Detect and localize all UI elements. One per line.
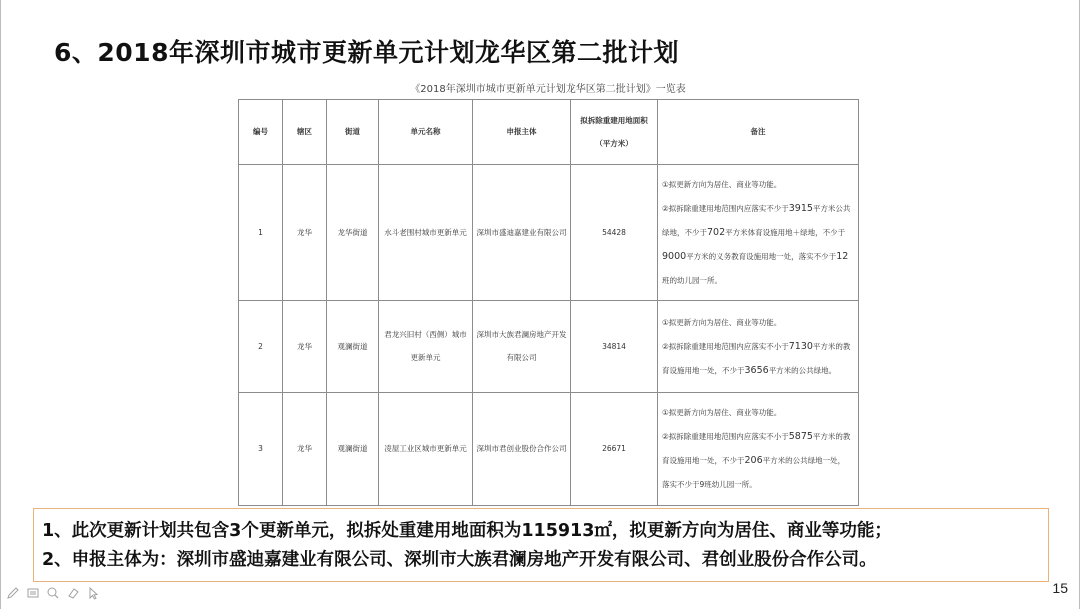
remark-line: ①拟更新方向为居住、商业等功能。 (662, 408, 782, 417)
header-no: 编号 (239, 100, 283, 165)
cell-unit-name: 凌屋工业区城市更新单元 (379, 393, 473, 506)
remark-line: 班的幼儿园一所。 (662, 275, 722, 285)
remark-line: ②拟拆除重建用地范围内应落实不小于7130平方米的教 (662, 340, 851, 352)
cell-no: 3 (239, 393, 283, 506)
remark-line: ②拟拆除重建用地范围内应落实不少于3915平方米公共 (662, 202, 851, 214)
cell-unit-name: 水斗老围村城市更新单元 (379, 165, 473, 301)
cell-applicant: 深圳市大族君澜房地产开发 有限公司 (473, 301, 571, 393)
cell-applicant: 深圳市盛迪嘉建业有限公司 (473, 165, 571, 301)
cell-street: 龙华街道 (327, 165, 379, 301)
table-row (239, 301, 859, 393)
cell-applicant: 深圳市君创业股份合作公司 (473, 393, 571, 506)
header-area-line1: 拟拆除重建用地面积 (580, 115, 648, 125)
cell-district: 龙华 (283, 165, 327, 301)
remark-line: ②拟拆除重建用地范围内应落实不小于5875平方米的教 (662, 431, 851, 442)
slide-left-border (0, 0, 1, 609)
cell-area: 26671 (571, 393, 658, 506)
table-row (239, 165, 859, 301)
summary-line-2: 2、申报主体为：深圳市盛迪嘉建业有限公司、深圳市大族君澜房地产开发有限公司、君创业股份合作公司。 (42, 550, 877, 570)
remark-line: 育设施用地一处，不少于3656平方米的公共绿地。 (662, 364, 837, 376)
header-area (571, 100, 658, 165)
header-street: 街道 (327, 100, 379, 165)
cell-district: 龙华 (283, 301, 327, 393)
header-unit-name: 单元名称 (379, 100, 473, 165)
cell-remark (658, 165, 859, 301)
header-district: 辖区 (283, 100, 327, 165)
remark-line: ①拟更新方向为居住、商业等功能。 (662, 179, 782, 189)
eraser-icon[interactable] (66, 585, 80, 604)
renewal-plan-table (238, 99, 859, 506)
cell-district: 龙华 (283, 393, 327, 506)
page-number: 15 (1052, 580, 1068, 596)
remark-line: 绿地，不少于702平方米体育设施用地＋绿地，不少于 (662, 226, 846, 238)
header-area-line2: （平方米） (595, 138, 633, 148)
header-remark: 备注 (658, 100, 859, 165)
remark-line: 育设施用地一处，不少于206平方米的公共绿地一处， (662, 455, 846, 466)
cell-area: 54428 (571, 165, 658, 301)
cell-no: 1 (239, 165, 283, 301)
summary-line-1: 1、此次更新计划共包含3个更新单元，拟拆处重建用地面积为115913㎡，拟更新方向为居住、商业等功能； (42, 521, 892, 541)
remark-line: ①拟更新方向为居住、商业等功能。 (662, 317, 782, 327)
pointer-icon[interactable] (86, 585, 100, 604)
header-applicant: 申报主体 (473, 100, 571, 165)
pen-icon[interactable] (6, 585, 20, 604)
cell-remark (658, 393, 859, 506)
slideshow-toolbar (6, 586, 100, 602)
summary-box (33, 508, 1049, 582)
cell-street: 观澜街道 (327, 301, 379, 393)
table-header-row (239, 100, 859, 165)
table-caption: 《2018年深圳市城市更新单元计划龙华区第二批计划》一览表 (410, 84, 686, 95)
remark-line: 落实不少于9班幼儿园一所。 (662, 480, 757, 489)
cell-area: 34814 (571, 301, 658, 393)
cell-no: 2 (239, 301, 283, 393)
cell-unit-name: 君龙兴旧村（西侧）城市 更新单元 (379, 301, 473, 393)
cell-street: 观澜街道 (327, 393, 379, 506)
slide-title: 6、2018年深圳市城市更新单元计划龙华区第二批计划 (54, 38, 679, 67)
search-icon[interactable] (46, 585, 60, 604)
slides-icon[interactable] (26, 585, 40, 604)
table-row (239, 393, 859, 506)
cell-remark (658, 301, 859, 393)
remark-line: 9000平方米的义务教育设施用地一处，落实不少于12 (662, 250, 849, 262)
